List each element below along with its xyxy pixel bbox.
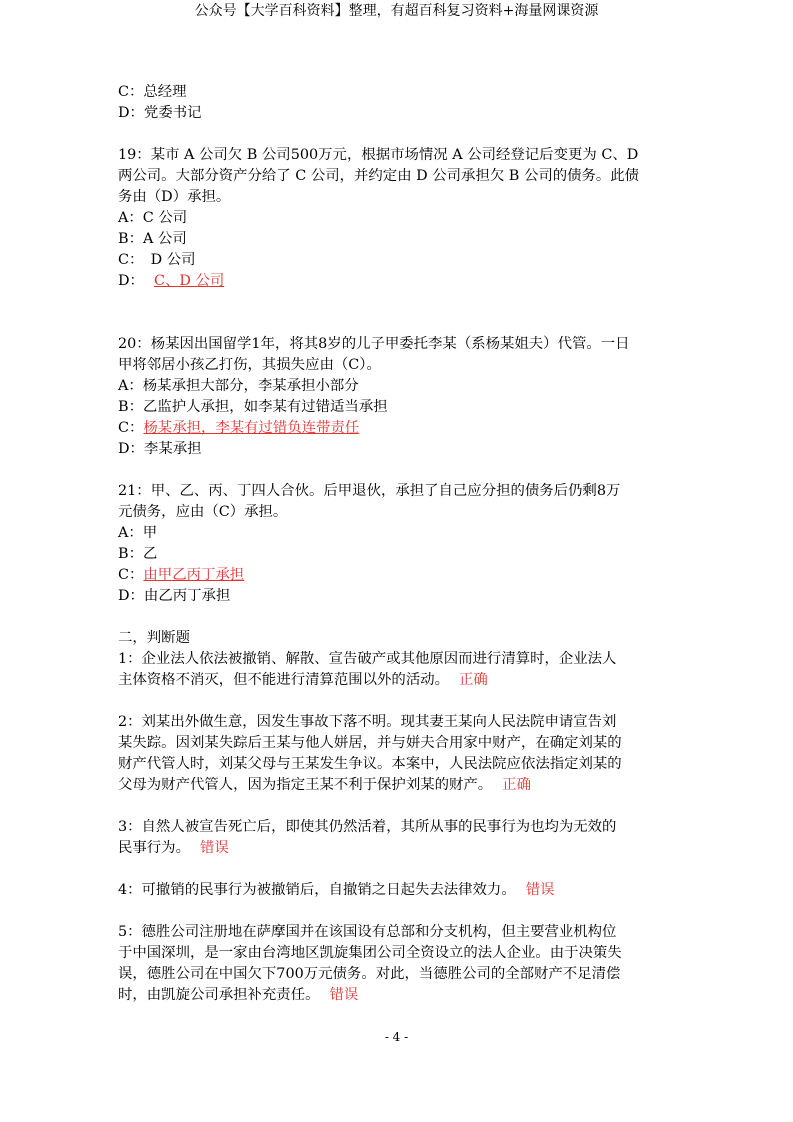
j4-text-line-1-text: 4：可撤销的民事行为被撤销后，自撤销之日起失去法律效力。 <box>118 882 516 898</box>
j2-text-line-4 <box>118 775 678 796</box>
j5-answer: 错误 <box>329 987 359 1003</box>
q21-option-d: D：由乙丙丁承担 <box>118 588 231 604</box>
j3-text-line-1: 3：自然人被宣告死亡后，即使其仍然活着，其所从事的民事行为也均为无效的 <box>118 819 617 835</box>
j5-text-line-2: 于中国深圳，是一家由台湾地区凯旋集团公司全资设立的法人企业。由于决策失 <box>118 945 622 961</box>
q21-option-c <box>118 565 678 586</box>
q19-option-d-correct: C、D 公司 <box>153 273 225 289</box>
q19-text-line-2: 两公司。大部分资产分给了 C 公司，并约定由 D 公司承担欠 B 公司的债务。此债 <box>118 168 640 184</box>
j3-answer: 错误 <box>199 840 229 856</box>
j2-text-line-3: 财产代管人时，刘某父母与王某发生争议。本案中，人民法院应依法指定刘某的 <box>118 756 622 772</box>
j5-text-line-4-text: 时，由凯旋公司承担补充责任。 <box>118 987 320 1003</box>
q19-option-d <box>118 271 678 292</box>
j3-text-line-2-text: 民事行为。 <box>118 840 190 856</box>
q20-option-c <box>118 418 678 439</box>
q19-option-b: B：A 公司 <box>118 231 187 247</box>
q20-option-c-correct: 杨某承担，李某有过错负连带责任 <box>143 420 360 436</box>
section-title-judgment: 二，判断题 <box>118 630 190 646</box>
j4-text-line-1 <box>118 880 678 901</box>
q19-option-a: A：C 公司 <box>118 210 188 226</box>
j5-text-line-4 <box>118 985 678 1006</box>
page-header: 公众号【大学百科资料】整理，有超百科复习资料+海量网课资源 <box>194 3 599 19</box>
q21-option-a: A：甲 <box>118 525 158 541</box>
j1-answer: 正确 <box>459 672 488 688</box>
j5-text-line-1: 5：德胜公司注册地在萨摩国并在该国设有总部和分支机构，但主要营业机构位 <box>118 924 617 940</box>
q18-option-d: D：党委书记 <box>118 105 202 121</box>
q19-option-d-prefix: D： <box>118 273 144 289</box>
j2-answer: 正确 <box>502 777 531 793</box>
q20-option-c-prefix: C： <box>118 420 144 436</box>
q18-option-c: C：总经理 <box>118 84 187 100</box>
j5-text-line-3: 误，德胜公司在中国欠下700万元债务。对此，当德胜公司的全部财产不足清偿 <box>118 966 621 982</box>
j1-text-line-1: 1：企业法人依法被撤销、解散、宣告破产或其他原因而进行清算时，企业法人 <box>118 651 617 667</box>
q21-option-c-prefix: C： <box>118 567 144 583</box>
q19-text-line-3: 务由（D）承担。 <box>118 189 231 205</box>
j3-text-line-2 <box>118 838 678 859</box>
q21-option-b: B：乙 <box>118 546 158 562</box>
j2-text-line-1: 2：刘某出外做生意，因发生事故下落不明。现其妻王某向人民法院申请宣告刘 <box>118 714 617 730</box>
q20-option-b: B：乙监护人承担，如李某有过错适当承担 <box>118 399 388 415</box>
q19-option-c: C： D 公司 <box>118 252 196 268</box>
q20-text-line-1: 20：杨某因出国留学1年，将其8岁的儿子甲委托李某（系杨某姐夫）代管。一日 <box>118 336 630 352</box>
q21-text-line-2: 元债务，应由（C）承担。 <box>118 504 288 520</box>
j1-text-line-2 <box>118 670 678 691</box>
j2-text-line-2: 某失踪。因刘某失踪后王某与他人姘居，并与姘夫合用家中财产，在确定刘某的 <box>118 735 622 751</box>
j4-answer: 错误 <box>525 882 555 898</box>
q21-option-c-correct: 由甲乙丙丁承担 <box>143 567 245 583</box>
q20-option-d: D：李某承担 <box>118 441 202 457</box>
j1-text-line-2-text: 主体资格不消灭，但不能进行清算范围以外的活动。 <box>118 672 449 688</box>
q20-option-a: A：杨某承担大部分，李某承担小部分 <box>118 378 359 394</box>
page-number: - 4 - <box>384 1030 409 1044</box>
q20-text-line-2: 甲将邻居小孩乙打伤，其损失应由（C）。 <box>118 357 381 373</box>
q19-text-line-1: 19：某市 A 公司欠 B 公司500万元，根据市场情况 A 公司经登记后变更为 C、D <box>118 147 639 163</box>
document-body <box>118 82 678 1006</box>
j2-text-line-4-text: 父母为财产代管人，因为指定王某不利于保护刘某的财产。 <box>118 777 493 793</box>
q21-text-line-1: 21：甲、乙、丙、丁四人合伙。后甲退伙，承担了自己应分担的债务后仍剩8万 <box>118 483 621 499</box>
